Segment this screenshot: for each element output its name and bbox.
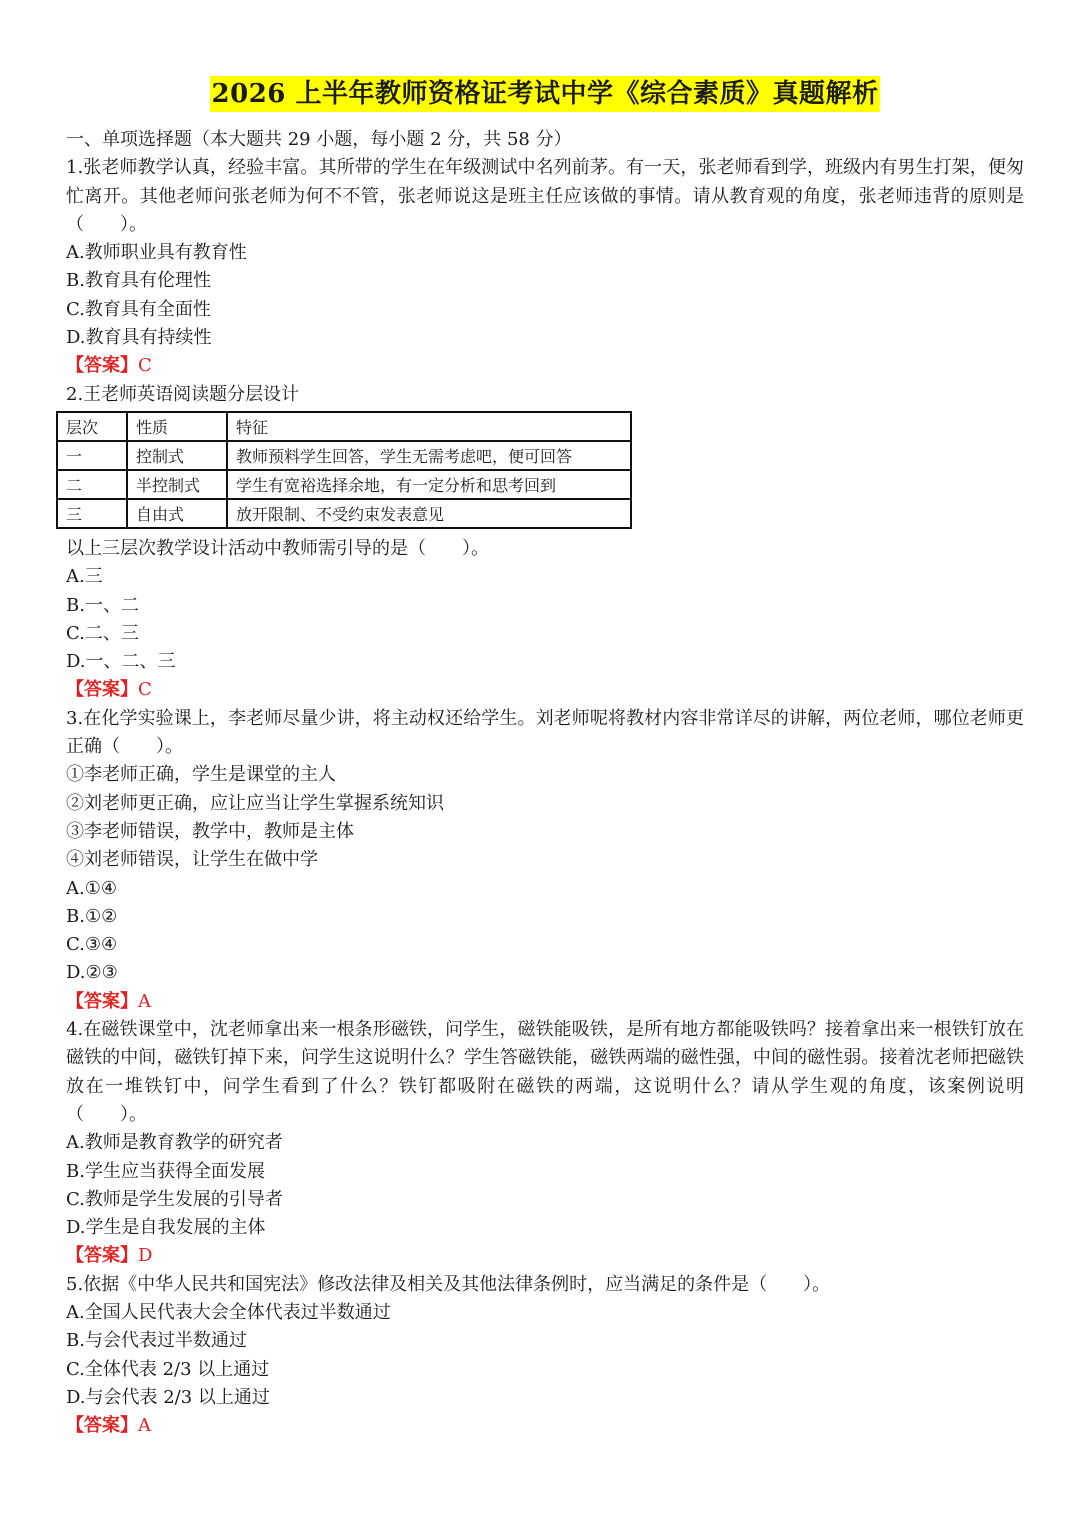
option-d: D.②③	[66, 962, 118, 984]
answer-line	[66, 1412, 1024, 1440]
table-row	[57, 499, 631, 528]
table-cell: 一	[57, 441, 127, 470]
answer-line	[66, 352, 1024, 380]
answer-value: C	[138, 355, 152, 377]
statement-2: ②刘老师更正确，应让应当让学生掌握系统知识	[66, 792, 444, 814]
answer-tag: 【答案】	[66, 1245, 138, 1267]
table-row	[57, 470, 631, 499]
option-d: D.教育具有持续性	[66, 327, 212, 349]
question-2	[66, 381, 1024, 705]
title-wrap	[66, 0, 1024, 116]
option-c: C.教师是学生发展的引导者	[66, 1188, 283, 1210]
answer-value: C	[138, 679, 152, 701]
table-cell: 教师预料学生回答，学生无需考虑吧，便可回答	[227, 441, 631, 470]
question-prompt: 以上三层次教学设计活动中教师需引导的是（ ）。	[66, 537, 489, 559]
table-cell: 放开限制、不受约束发表意见	[227, 499, 631, 528]
option-a: A.全国人民代表大会全体代表过半数通过	[66, 1301, 391, 1323]
layer-table	[56, 411, 632, 529]
answer-tag: 【答案】	[66, 679, 138, 701]
table-header: 特征	[227, 412, 631, 441]
option-c: C.二、三	[66, 622, 139, 644]
option-b: B.学生应当获得全面发展	[66, 1160, 265, 1182]
table-cell: 半控制式	[127, 470, 227, 499]
answer-value: A	[138, 990, 151, 1012]
section-heading: 一、单项选择题（本大题共 29 小题，每小题 2 分，共 58 分）	[66, 129, 572, 150]
question-stem: 4.在磁铁课堂中，沈老师拿出来一根条形磁铁，问学生，磁铁能吸铁，是所有地方都能吸铁吗？接着拿出来一根铁钉放在磁铁的中间，磁铁钉掉下来，问学生这说明什么？学生答磁铁能，磁铁两端的磁性强，中间的磁性弱。接着沈老师把磁铁放在一堆铁钉中，问学生看到了什么？铁钉都吸附在磁铁的两端，这说明什么？请从学生观的角度，该案例说明（ ）。	[66, 1019, 1024, 1125]
question-stem: 2.王老师英语阅读题分层设计	[66, 383, 300, 405]
statement-4: ④刘老师错误，让学生在做中学	[66, 849, 318, 871]
table-header: 层次	[57, 412, 127, 441]
option-c: C.全体代表 2/3 以上通过	[66, 1358, 270, 1380]
table-header: 性质	[127, 412, 227, 441]
answer-value: D	[138, 1245, 153, 1267]
answer-value: A	[138, 1415, 151, 1437]
answer-line	[66, 988, 1024, 1016]
answer-tag: 【答案】	[66, 1415, 138, 1437]
option-b: B.教育具有伦理性	[66, 270, 211, 292]
question-stem: 3.在化学实验课上，李老师尽量少讲，将主动权还给学生。刘老师呢将教材内容非常详尽的讲解，两位老师，哪位老师更正确（ ）。	[66, 707, 1024, 758]
question-5	[66, 1271, 1024, 1441]
answer-line	[66, 1242, 1024, 1270]
option-c: C.教育具有全面性	[66, 298, 211, 320]
option-c: C.③④	[66, 934, 118, 956]
option-a: A.教师职业具有教育性	[66, 242, 247, 264]
question-stem: 5.依据《中华人民共和国宪法》修改法律及相关及其他法律条例时，应当满足的条件是（ ）。	[66, 1273, 831, 1295]
answer-tag: 【答案】	[66, 355, 138, 377]
question-1	[66, 154, 1024, 380]
table-cell: 自由式	[127, 499, 227, 528]
answer-tag: 【答案】	[66, 990, 138, 1012]
question-4	[66, 1016, 1024, 1271]
option-b: B.与会代表过半数通过	[66, 1330, 247, 1352]
answer-line	[66, 676, 1024, 704]
table-cell: 控制式	[127, 441, 227, 470]
question-stem: 1.张老师教学认真，经验丰富。其所带的学生在年级测试中名列前茅。有一天，张老师看到学，班级内有男生打架，便匆忙离开。其他老师问张老师为何不不管，张老师说这是班主任应该做的事情。请从教育观的角度，张老师违背的原则是（ ）。	[66, 157, 1024, 235]
table-header-row	[57, 412, 631, 441]
option-b: B.一、二	[66, 594, 139, 616]
page-title: 2026 上半年教师资格证考试中学《综合素质》真题解析	[210, 76, 881, 112]
option-a: A.三	[66, 566, 103, 588]
table-cell: 二	[57, 470, 127, 499]
option-d: D.一、二、三	[66, 651, 176, 673]
table-cell: 三	[57, 499, 127, 528]
table-row	[57, 441, 631, 470]
option-a: A.①④	[66, 877, 117, 899]
option-b: B.①②	[66, 905, 118, 927]
statement-1: ①李老师正确，学生是课堂的主人	[66, 764, 336, 786]
option-a: A.教师是教育教学的研究者	[66, 1132, 283, 1154]
option-d: D.学生是自我发展的主体	[66, 1217, 266, 1239]
question-3	[66, 705, 1024, 1016]
table-cell: 学生有宽裕选择余地，有一定分析和思考回到	[227, 470, 631, 499]
option-d: D.与会代表 2/3 以上通过	[66, 1386, 270, 1408]
statement-3: ③李老师错误，教学中，教师是主体	[66, 820, 354, 842]
